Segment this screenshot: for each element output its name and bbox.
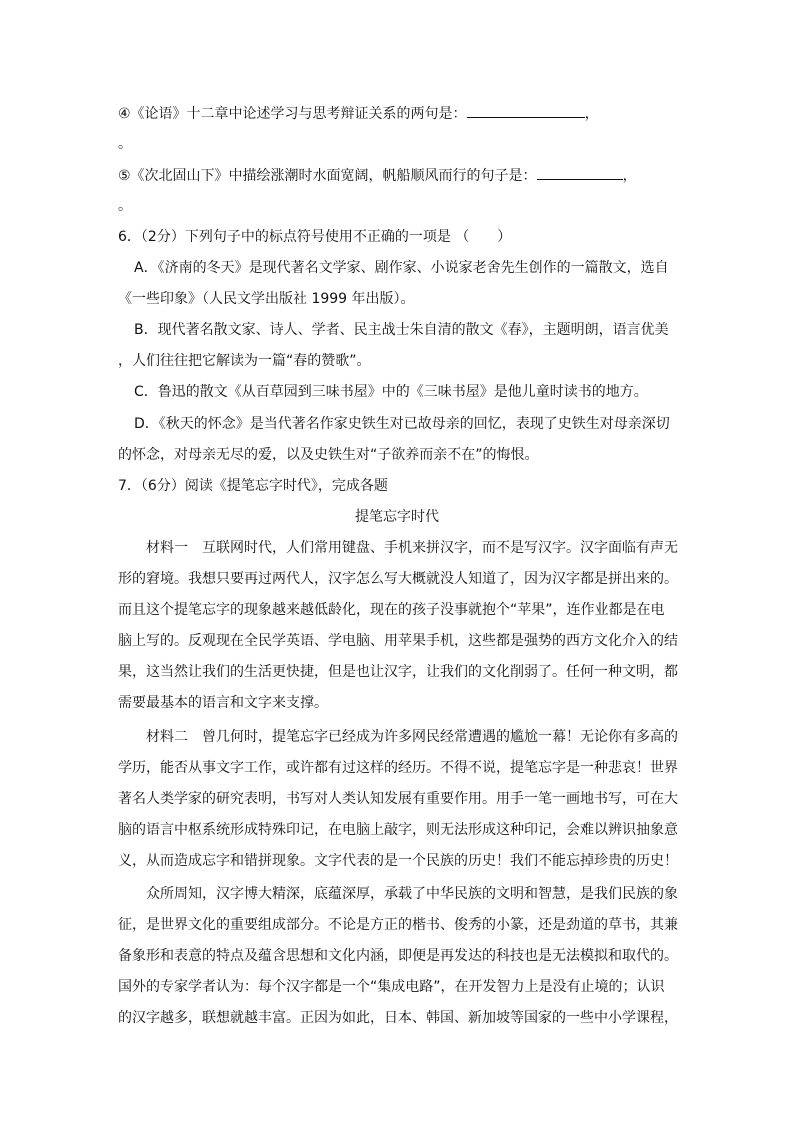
passage-line: 果，这当然让我们的生活更快捷，但是也让汉字，让我们的文化削弱了。任何一种文明，都 (118, 664, 678, 680)
passage-line: 脑上写的。反观现在全民学英语、学电脑、用苹果手机，这些都是强势的西方文化介入的结 (118, 633, 678, 649)
passage-line: 脑的语言中枢系统形成特殊印记，在电脑上敲字，则无法形成这种印记，会难以辨识抽象意 (118, 822, 678, 838)
passage-line: 国外的专家学者认为：每个汉字都是一个“集成电路”，在开发智力上是没有止境的；认识 (118, 979, 665, 995)
passage-line: 材料一 互联网时代，人们常用键盘、手机来拼汉字，而不是写汉字。汉字面临有声无 (146, 540, 678, 556)
passage-line: 众所周知，汉字博大精深，底蕴深厚，承载了中华民族的文明和智慧，是我们民族的象 (146, 886, 678, 902)
fill-item-4-text: ④《论语》十二章中论述学习与思考辩证关系的两句是： (118, 106, 467, 122)
fill-item-5-tail: ， (622, 168, 637, 184)
passage-line: 义，从而造成忘字和错拼现象。文字代表的是一个民族的历史！我们不能忘掉珍贵的历史！ (118, 853, 678, 869)
option-c-line1: C．鲁迅的散文《从百草园到三味书屋》中的《三味书屋》是他儿童时读书的地方。 (134, 384, 648, 400)
question-6-stem: 6．（2分）下列句子中的标点符号使用不正确的一项是 （ ） (118, 229, 512, 245)
fill-item-4 (118, 103, 678, 124)
passage-line: 著名人类学家的研究表明，书写对人类认知发展有重要作用。用手一笔一画地书写，可在大 (118, 791, 678, 807)
answer-blank[interactable] (467, 103, 585, 118)
passage-line: 的汉字越多，联想就越丰富。正因为如此，日本、韩国、新加坡等国家的一些中小学课程， (118, 1010, 678, 1026)
passage-line: 征，是世界文化的重要组成部分。不论是方正的楷书、俊秀的小篆，还是劲道的草书，其兼 (118, 917, 678, 933)
answer-blank[interactable] (537, 165, 623, 180)
passage-line: 而且这个提笔忘字的现象越来越低龄化，现在的孩子没事就抱个“苹果”，连作业都是在电 (118, 602, 665, 618)
option-b-line2: ，人们往往把它解读为一篇“春的赞歌”。 (118, 353, 371, 369)
passage-line: 学历，能否从事文字工作，或许都有过这样的经历。不得不说，提笔忘字是一种悲哀！世界 (118, 760, 678, 776)
fill-item-5 (118, 165, 678, 186)
passage-line: 需要最基本的语言和文字来支撑。 (118, 695, 328, 711)
fill-item-5-cont: 。 (118, 198, 132, 214)
passage-line: 材料二 曾几何时，提笔忘字已经成为许多网民经常遭遇的尴尬一幕！无论你有多高的 (146, 729, 678, 745)
fill-item-4-tail: ， (584, 106, 599, 122)
option-b-line1: B．现代著名散文家、诗人、学者、民主战士朱自清的散文《春》，主题明朗，语言优美 (134, 322, 669, 338)
passage-line: 形的窘境。我想只要再过两代人，汉字怎么写大概就没人知道了，因为汉字都是拼出来的。 (118, 571, 678, 587)
option-a-line1: A．《济南的冬天》是现代著名文学家、剧作家、小说家老舍先生创作的一篇散文，选自 (134, 260, 669, 276)
fill-item-5-text: ⑤《次北固山下》中描绘涨潮时水面宽阔，帆船顺风而行的句子是： (118, 168, 537, 184)
question-7-stem: 7．（6分）阅读《提笔忘字时代》，完成各题 (118, 478, 388, 494)
fill-item-4-cont: 。 (118, 136, 132, 152)
passage-line: 备象形和表意的特点及蕴含思想和文化内涵，即便是再发达的科技也是无法模拟和取代的。 (118, 948, 678, 964)
passage-title: 提笔忘字时代 (355, 509, 439, 525)
option-d-line1: D．《秋天的怀念》是当代著名作家史铁生对已故母亲的回忆，表现了史铁生对母亲深切 (134, 416, 670, 432)
option-a-line2: 《一些印象》（人民文学出版社 1999 年出版）。 (118, 291, 415, 307)
option-d-line2: 的怀念，对母亲无尽的爱，以及史铁生对“子欲养而亲不在”的悔恨。 (118, 447, 539, 463)
